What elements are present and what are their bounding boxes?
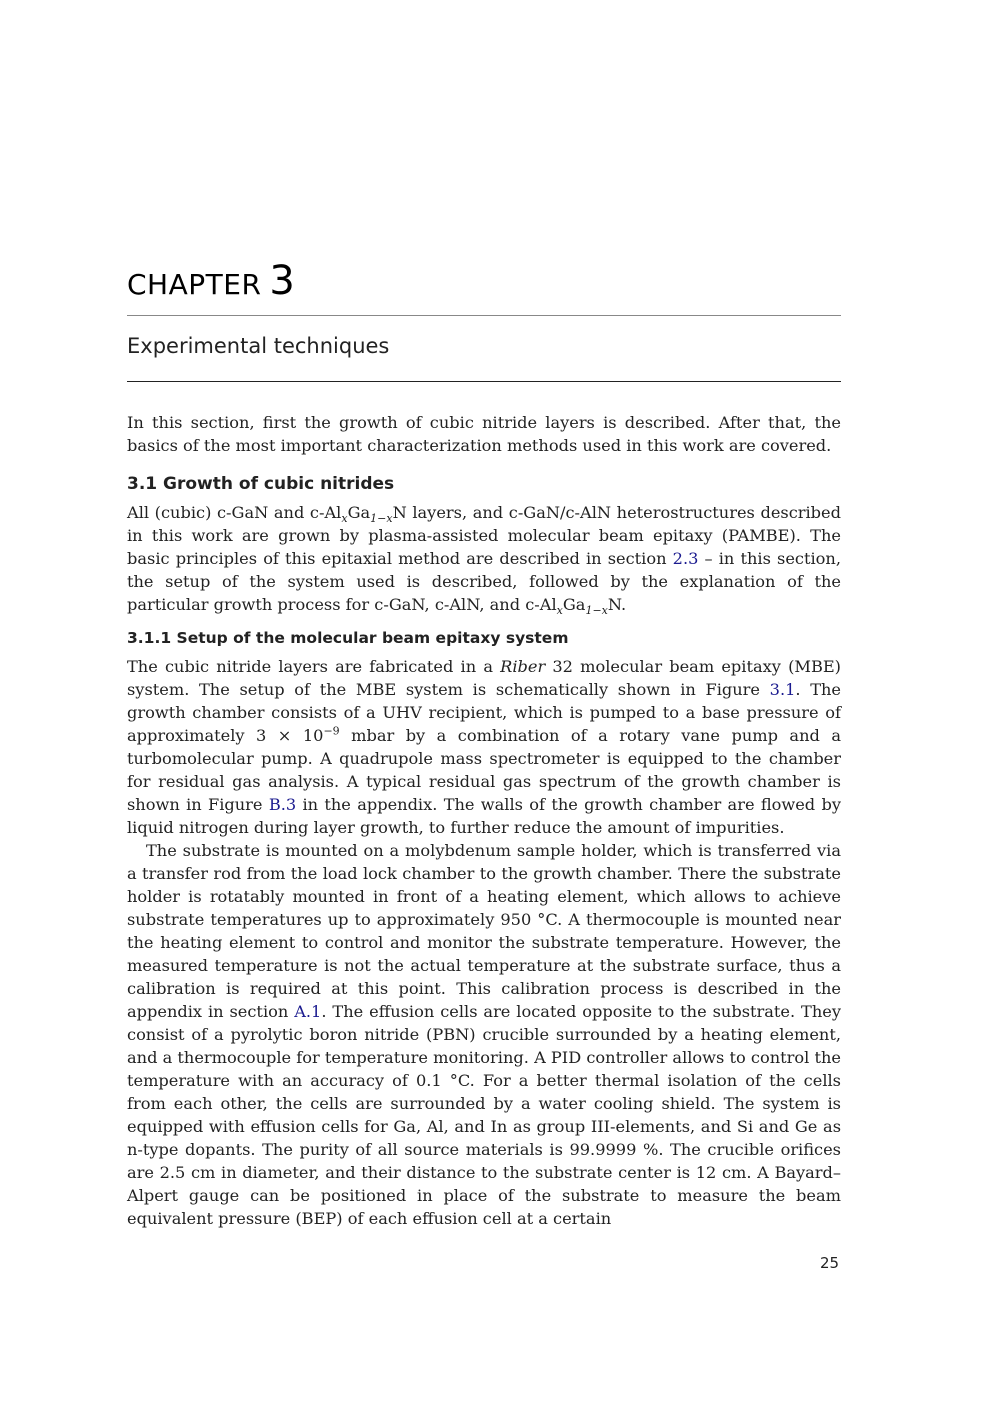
chapter-number: 3	[269, 258, 295, 304]
section-paragraph: All (cubic) c-GaN and $c-Al_xGa_{1-x}N$ layers, and c-GaN/c-AlN heterostructures described in this work are grown by plasma-assisted molecular beam epitaxy (PAMBE). The basic principles of this epitaxial method are described in section 2.3 – in this section, the setup of the system used is described, followed by the explanation of the particular growth process for c-GaN, c-AlN, and $c-Al_xGa_{1-x}N$.	[127, 503, 841, 618]
chapter-top-rule	[127, 315, 841, 316]
chapter-bottom-rule	[127, 381, 841, 382]
page-number: 25	[820, 1254, 840, 1272]
intro-paragraph: In this section, first the growth of cubic nitride layers is described. After that, the basics of the most important characterization methods used in this work are covered.	[127, 413, 841, 455]
chapter-label: CHAPTER	[127, 268, 262, 301]
substrate-paragraph: The substrate is mounted on a molybdenum sample holder, which is transferred via a transfer rod from the load lock chamber to the growth chamber. There the substrate holder is rotatably mounted in front of a heating element, which allows to achieve substrate temperatures up to approximately 950 °C. A thermocouple is mounted near the heating element to control and monitor the substrate temperature. However, the measured temperature is not the actual temperature at the substrate surface, thus a calibration is required at this point. This calibration process is described in the appendix in section A.1. The effusion cells are located opposite to the substrate. They consist of a pyrolytic boron nitride (PBN) crucible surrounded by a heating element, and a thermocouple for temperature monitoring. A PID controller allows to control the temperature with an accuracy of 0.1 °C. For a better thermal isolation of the cells from each other, the cells are surrounded by a water cooling shield. The system is equipped with effusion cells for Ga, Al, and In as group III-elements, and Si and Ge as n-type dopants. The purity of all source materials is 99.9999 %. The crucible orifices are 2.5 cm in diameter, and their distance to the substrate center is 12 cm. A Bayard–Alpert gauge can be positioned in place of the substrate to measure the beam equivalent pressure (BEP) of each effusion cell at a certain	[127, 841, 841, 1228]
appendix-section-ref-link[interactable]: A.1	[294, 1002, 322, 1021]
chapter-heading	[127, 258, 841, 304]
section-ref-link[interactable]: 2.3	[672, 549, 699, 568]
appendix-figure-ref-link[interactable]: B.3	[268, 795, 297, 814]
subsection-body	[127, 655, 841, 1230]
subsection-heading: 3.1.1 Setup of the molecular beam epitaxy system	[127, 629, 569, 647]
section-heading: 3.1 Growth of cubic nitrides	[127, 474, 395, 494]
mbe-setup-paragraph: The cubic nitride layers are fabricated in a Riber 32 molecular beam epitaxy (MBE) system. The setup of the MBE system is schematically shown in Figure 3.1. The growth chamber consists of a UHV recipient, which is pumped to a base pressure of approximately $3 \times 10^{-9}$ mbar by a combination of a rotary vane pump and a turbomolecular pump. A quadrupole mass spectrometer is equipped to the chamber for residual gas analysis. A typical residual gas spectrum of the growth chamber is shown in Figure B.3 in the appendix. The walls of the growth chamber are flowed by liquid nitrogen during layer growth, to further reduce the amount of impurities.	[127, 657, 842, 837]
chapter-title: Experimental techniques	[127, 334, 390, 358]
figure-ref-link[interactable]: 3.1	[769, 680, 796, 699]
